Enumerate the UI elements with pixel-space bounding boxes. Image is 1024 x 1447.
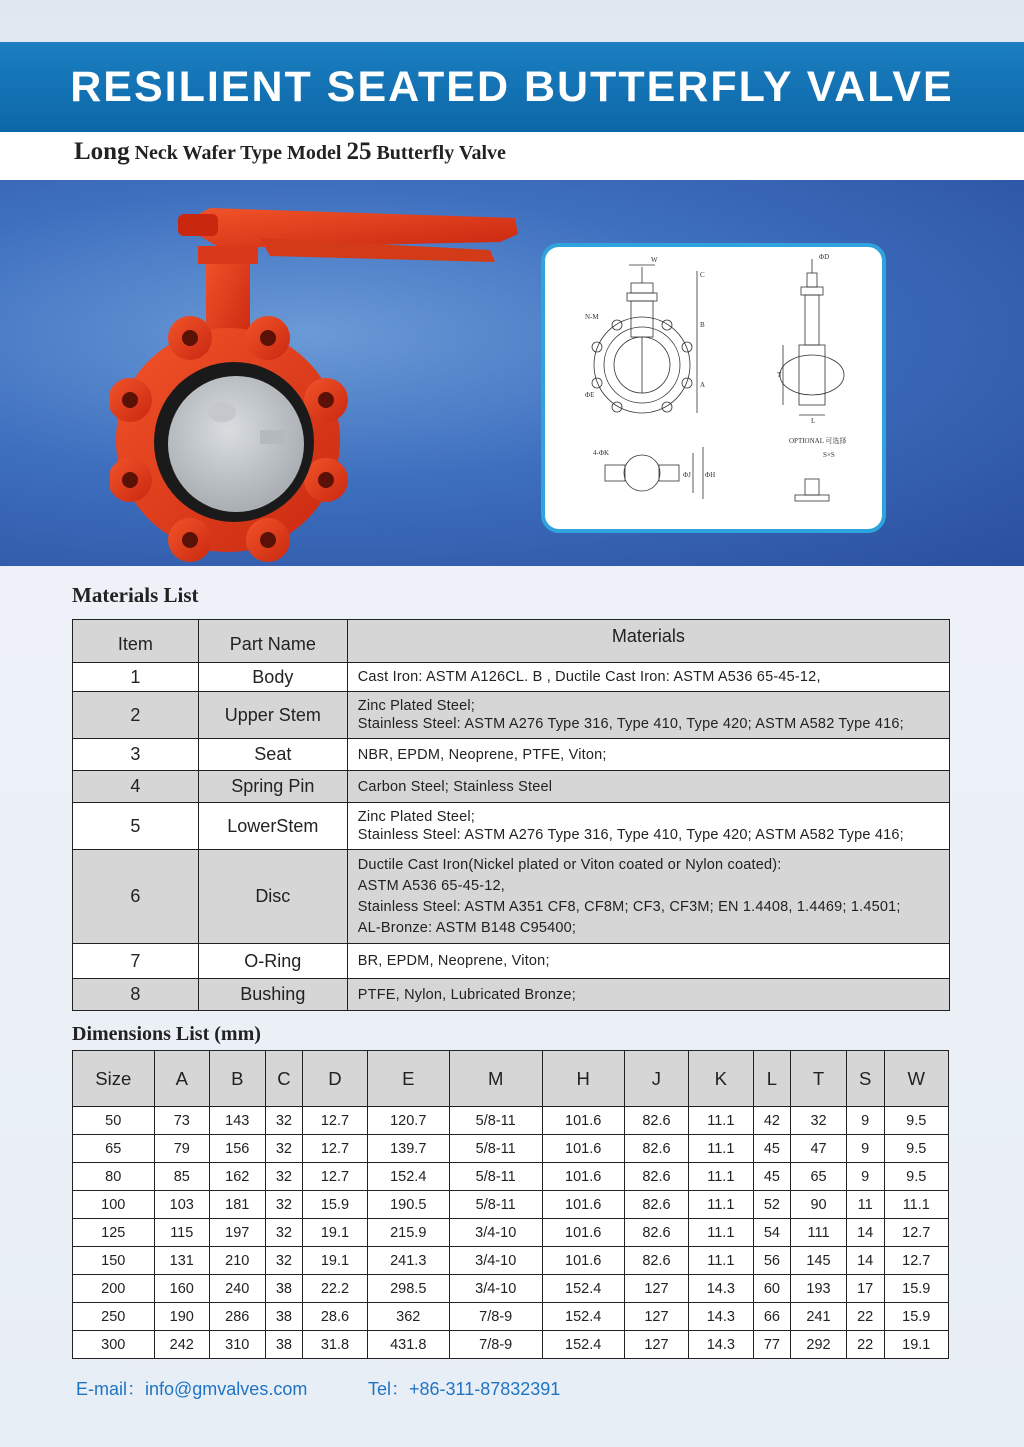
drawing-label-phi-d: ΦD xyxy=(819,253,830,261)
item-number: 6 xyxy=(73,850,199,944)
material-text xyxy=(347,944,949,979)
dimension-cell: 127 xyxy=(624,1275,688,1303)
item-number: 3 xyxy=(73,739,199,771)
material-line: ASTM A536 65-45-12, xyxy=(357,877,506,894)
dimension-cell: 11.1 xyxy=(689,1219,753,1247)
subtitle-long: Long xyxy=(74,138,130,165)
dimension-drawing xyxy=(545,247,882,529)
dimension-cell: 3/4-10 xyxy=(449,1219,542,1247)
dimension-header: D xyxy=(303,1051,367,1107)
dimension-cell: 3/4-10 xyxy=(449,1275,542,1303)
dimension-cell: 160 xyxy=(154,1275,210,1303)
dimension-cell: 162 xyxy=(210,1163,266,1191)
dimension-cell: 152.4 xyxy=(542,1303,624,1331)
title-banner xyxy=(0,42,1024,132)
dimension-cell: 156 xyxy=(210,1135,266,1163)
table-row xyxy=(73,1163,949,1191)
part-name: Spring Pin xyxy=(198,771,347,803)
material-text xyxy=(347,850,949,944)
header-item: Item xyxy=(73,620,199,663)
dimension-cell: 240 xyxy=(210,1275,266,1303)
dimension-cell: 14.3 xyxy=(689,1275,753,1303)
part-name: LowerStem xyxy=(198,803,347,850)
dimension-cell: 115 xyxy=(154,1219,210,1247)
material-text xyxy=(347,803,949,850)
dimension-cell: 100 xyxy=(73,1191,155,1219)
dimensions-title: Dimensions List (mm) xyxy=(72,1023,261,1045)
dimension-cell: 250 xyxy=(73,1303,155,1331)
dimension-cell: 54 xyxy=(753,1219,791,1247)
drawing-label-phi-e: ΦE xyxy=(585,391,595,399)
dimension-cell: 9.5 xyxy=(884,1135,948,1163)
dimension-cell: 65 xyxy=(791,1163,847,1191)
dimension-cell: 38 xyxy=(265,1331,303,1359)
table-row xyxy=(73,944,950,979)
material-line: Stainless Steel: ASTM A351 CF8, CF8M; CF3, CF3M; EN 1.4408, 1.4469; 1.4501; xyxy=(357,898,901,915)
header-part-name: Part Name xyxy=(198,620,347,663)
dimension-cell: 42 xyxy=(753,1107,791,1135)
dimension-cell: 12.7 xyxy=(884,1219,948,1247)
dimension-cell: 28.6 xyxy=(303,1303,367,1331)
table-row xyxy=(73,979,950,1011)
dimension-header: J xyxy=(624,1051,688,1107)
drawing-label-optional: OPTIONAL 可选择 xyxy=(789,437,847,445)
subtitle-neck: Neck Wafer Type Model xyxy=(134,142,342,164)
technical-drawing xyxy=(541,243,886,533)
dimension-cell: 300 xyxy=(73,1331,155,1359)
drawing-label-j: ΦJ xyxy=(683,471,691,479)
table-row xyxy=(73,1247,949,1275)
dimensions-table xyxy=(72,1050,949,1359)
table-row xyxy=(73,1219,949,1247)
dimension-cell: 11.1 xyxy=(689,1107,753,1135)
dimension-cell: 47 xyxy=(791,1135,847,1163)
dimension-cell: 292 xyxy=(791,1331,847,1359)
material-text xyxy=(347,771,949,803)
part-name: O-Ring xyxy=(198,944,347,979)
dimension-header: Size xyxy=(73,1051,155,1107)
dimension-header: T xyxy=(791,1051,847,1107)
dimension-cell: 90 xyxy=(791,1191,847,1219)
dimension-cell: 193 xyxy=(791,1275,847,1303)
drawing-label-b: B xyxy=(700,321,705,329)
subtitle xyxy=(74,138,506,166)
material-line: Zinc Plated Steel; xyxy=(357,698,476,714)
dimension-cell: 101.6 xyxy=(542,1247,624,1275)
drawing-label-h: ΦH xyxy=(705,471,716,479)
dimension-header: S xyxy=(846,1051,884,1107)
dimension-cell: 145 xyxy=(791,1247,847,1275)
dimension-cell: 241 xyxy=(791,1303,847,1331)
material-line: Cast Iron: ASTM A126CL. B , Ductile Cast Iron: ASTM A536 65-45-12, xyxy=(357,669,821,685)
table-row xyxy=(73,663,950,692)
dimension-cell: 79 xyxy=(154,1135,210,1163)
part-name: Disc xyxy=(198,850,347,944)
material-text xyxy=(347,692,949,739)
dimension-header: E xyxy=(367,1051,449,1107)
part-name: Seat xyxy=(198,739,347,771)
dimension-cell: 101.6 xyxy=(542,1163,624,1191)
dimension-cell: 298.5 xyxy=(367,1275,449,1303)
dimension-cell: 131 xyxy=(154,1247,210,1275)
dimension-header: C xyxy=(265,1051,303,1107)
dimension-cell: 143 xyxy=(210,1107,266,1135)
dimension-cell: 152.4 xyxy=(542,1331,624,1359)
dimension-cell: 11.1 xyxy=(689,1163,753,1191)
dimension-cell: 65 xyxy=(73,1135,155,1163)
dimension-cell: 9 xyxy=(846,1135,884,1163)
drawing-label-k: 4-ΦK xyxy=(593,449,610,457)
dimensions-header-row xyxy=(73,1051,949,1107)
item-number: 7 xyxy=(73,944,199,979)
drawing-label-sxs: S×S xyxy=(823,451,835,459)
dimension-header: M xyxy=(449,1051,542,1107)
dimension-cell: 12.7 xyxy=(884,1247,948,1275)
dimension-cell: 11.1 xyxy=(689,1191,753,1219)
product-hero xyxy=(0,180,1024,566)
table-row xyxy=(73,1275,949,1303)
page-title: RESILIENT SEATED BUTTERFLY VALVE xyxy=(70,62,954,111)
dimension-cell: 17 xyxy=(846,1275,884,1303)
dimension-cell: 19.1 xyxy=(303,1219,367,1247)
dimension-cell: 190 xyxy=(154,1303,210,1331)
table-row xyxy=(73,1303,949,1331)
drawing-label-w: W xyxy=(651,256,658,264)
dimension-cell: 56 xyxy=(753,1247,791,1275)
dimension-header: A xyxy=(154,1051,210,1107)
dimension-cell: 5/8-11 xyxy=(449,1107,542,1135)
dimension-cell: 22.2 xyxy=(303,1275,367,1303)
dimension-cell: 32 xyxy=(265,1247,303,1275)
material-line: Ductile Cast Iron(Nickel plated or Viton coated or Nylon coated): xyxy=(357,856,782,873)
dimension-cell: 111 xyxy=(791,1219,847,1247)
dimension-cell: 101.6 xyxy=(542,1107,624,1135)
dimension-cell: 5/8-11 xyxy=(449,1191,542,1219)
material-line: PTFE, Nylon, Lubricated Bronze; xyxy=(357,986,576,1003)
dimension-header: L xyxy=(753,1051,791,1107)
dimension-cell: 190.5 xyxy=(367,1191,449,1219)
material-line: Stainless Steel: ASTM A276 Type 316, Type 410, Type 420; ASTM A582 Type 416; xyxy=(357,716,904,732)
table-row xyxy=(73,1331,949,1359)
dimension-cell: 5/8-11 xyxy=(449,1163,542,1191)
dimension-cell: 14.3 xyxy=(689,1303,753,1331)
dimension-cell: 14 xyxy=(846,1247,884,1275)
material-line: Carbon Steel; Stainless Steel xyxy=(357,778,553,795)
item-number: 2 xyxy=(73,692,199,739)
dimension-header: B xyxy=(210,1051,266,1107)
dimension-cell: 32 xyxy=(265,1191,303,1219)
subtitle-valve: Butterfly Valve xyxy=(376,142,506,164)
drawing-label-t: T xyxy=(777,371,782,379)
dimension-cell: 82.6 xyxy=(624,1191,688,1219)
material-line: NBR, EPDM, Neoprene, PTFE, Viton; xyxy=(357,746,607,763)
dimension-cell: 11.1 xyxy=(689,1247,753,1275)
dimension-cell: 19.1 xyxy=(884,1331,948,1359)
dimension-cell: 32 xyxy=(265,1107,303,1135)
dimension-cell: 15.9 xyxy=(303,1191,367,1219)
dimension-cell: 73 xyxy=(154,1107,210,1135)
dimension-cell: 181 xyxy=(210,1191,266,1219)
dimension-cell: 431.8 xyxy=(367,1331,449,1359)
dimension-cell: 31.8 xyxy=(303,1331,367,1359)
item-number: 1 xyxy=(73,663,199,692)
dimension-cell: 77 xyxy=(753,1331,791,1359)
dimension-cell: 197 xyxy=(210,1219,266,1247)
header-materials: Materials xyxy=(347,620,949,663)
dimension-cell: 12.7 xyxy=(303,1163,367,1191)
dimension-cell: 3/4-10 xyxy=(449,1247,542,1275)
dimension-cell: 19.1 xyxy=(303,1247,367,1275)
dimension-cell: 242 xyxy=(154,1331,210,1359)
drawing-label-nm: N-M xyxy=(585,313,599,321)
dimension-cell: 150 xyxy=(73,1247,155,1275)
dimension-cell: 152.4 xyxy=(542,1275,624,1303)
dimension-header: H xyxy=(542,1051,624,1107)
dimension-cell: 45 xyxy=(753,1135,791,1163)
dimension-cell: 215.9 xyxy=(367,1219,449,1247)
part-name: Upper Stem xyxy=(198,692,347,739)
dimension-cell: 241.3 xyxy=(367,1247,449,1275)
table-row xyxy=(73,850,950,944)
item-number: 5 xyxy=(73,803,199,850)
dimension-cell: 32 xyxy=(791,1107,847,1135)
dimension-cell: 127 xyxy=(624,1303,688,1331)
dimension-header: W xyxy=(884,1051,948,1107)
drawing-label-l: L xyxy=(811,417,816,425)
dimension-cell: 32 xyxy=(265,1163,303,1191)
dimension-cell: 127 xyxy=(624,1331,688,1359)
dimension-cell: 45 xyxy=(753,1163,791,1191)
dimension-cell: 11 xyxy=(846,1191,884,1219)
dimension-cell: 286 xyxy=(210,1303,266,1331)
dimension-cell: 9.5 xyxy=(884,1107,948,1135)
dimension-cell: 15.9 xyxy=(884,1275,948,1303)
item-number: 8 xyxy=(73,979,199,1011)
material-line: Stainless Steel: ASTM A276 Type 316, Type 410, Type 420; ASTM A582 Type 416; xyxy=(357,827,904,843)
dimension-cell: 14 xyxy=(846,1219,884,1247)
dimension-cell: 12.7 xyxy=(303,1107,367,1135)
table-row xyxy=(73,771,950,803)
material-text xyxy=(347,739,949,771)
dimension-cell: 200 xyxy=(73,1275,155,1303)
dimension-cell: 101.6 xyxy=(542,1191,624,1219)
dimension-cell: 152.4 xyxy=(367,1163,449,1191)
dimension-cell: 101.6 xyxy=(542,1219,624,1247)
table-row xyxy=(73,692,950,739)
dimension-cell: 15.9 xyxy=(884,1303,948,1331)
dimension-cell: 14.3 xyxy=(689,1331,753,1359)
materials-header-row xyxy=(73,620,950,663)
dimension-cell: 139.7 xyxy=(367,1135,449,1163)
material-text xyxy=(347,979,949,1011)
dimension-cell: 50 xyxy=(73,1107,155,1135)
table-row xyxy=(73,1135,949,1163)
table-row xyxy=(73,803,950,850)
table-row xyxy=(73,1107,949,1135)
dimension-cell: 85 xyxy=(154,1163,210,1191)
dimension-cell: 52 xyxy=(753,1191,791,1219)
dimension-cell: 362 xyxy=(367,1303,449,1331)
dimension-cell: 9 xyxy=(846,1163,884,1191)
dimension-cell: 80 xyxy=(73,1163,155,1191)
material-line: BR, EPDM, Neoprene, Viton; xyxy=(357,953,550,969)
butterfly-valve-image xyxy=(110,190,530,566)
dimension-cell: 9 xyxy=(846,1107,884,1135)
item-number: 4 xyxy=(73,771,199,803)
dimension-cell: 125 xyxy=(73,1219,155,1247)
dimension-cell: 5/8-11 xyxy=(449,1135,542,1163)
materials-title: Materials List xyxy=(72,583,199,607)
dimension-cell: 38 xyxy=(265,1275,303,1303)
table-row xyxy=(73,1191,949,1219)
dimension-cell: 11.1 xyxy=(884,1191,948,1219)
dimension-cell: 103 xyxy=(154,1191,210,1219)
part-name: Bushing xyxy=(198,979,347,1011)
dimension-cell: 82.6 xyxy=(624,1107,688,1135)
drawing-label-c: C xyxy=(700,271,705,279)
dimension-cell: 310 xyxy=(210,1331,266,1359)
dimension-cell: 32 xyxy=(265,1135,303,1163)
dimension-cell: 12.7 xyxy=(303,1135,367,1163)
dimension-cell: 82.6 xyxy=(624,1219,688,1247)
footer-phone[interactable]: Tel：+86-311-87832391 xyxy=(368,1379,561,1399)
footer-email[interactable]: E-mail：info@gmvalves.com xyxy=(76,1379,308,1399)
dimension-cell: 22 xyxy=(846,1331,884,1359)
dimension-cell: 11.1 xyxy=(689,1135,753,1163)
dimension-cell: 82.6 xyxy=(624,1163,688,1191)
dimension-cell: 38 xyxy=(265,1303,303,1331)
part-name: Body xyxy=(198,663,347,692)
dimension-cell: 7/8-9 xyxy=(449,1303,542,1331)
dimension-cell: 66 xyxy=(753,1303,791,1331)
dimension-cell: 22 xyxy=(846,1303,884,1331)
dimension-header: K xyxy=(689,1051,753,1107)
dimension-cell: 120.7 xyxy=(367,1107,449,1135)
dimension-cell: 210 xyxy=(210,1247,266,1275)
dimension-cell: 82.6 xyxy=(624,1247,688,1275)
table-row xyxy=(73,739,950,771)
dimension-cell: 7/8-9 xyxy=(449,1331,542,1359)
dimension-cell: 32 xyxy=(265,1219,303,1247)
dimensions-table-body xyxy=(73,1051,949,1359)
materials-table xyxy=(72,619,950,1011)
material-text xyxy=(347,663,949,692)
material-line: AL-Bronze: ASTM B148 C95400; xyxy=(357,919,577,936)
subtitle-model: 25 xyxy=(346,138,372,165)
dimension-cell: 82.6 xyxy=(624,1135,688,1163)
dimension-cell: 9.5 xyxy=(884,1163,948,1191)
dimension-cell: 101.6 xyxy=(542,1135,624,1163)
drawing-label-a: A xyxy=(700,381,706,389)
material-line: Zinc Plated Steel; xyxy=(357,809,476,825)
dimension-cell: 60 xyxy=(753,1275,791,1303)
